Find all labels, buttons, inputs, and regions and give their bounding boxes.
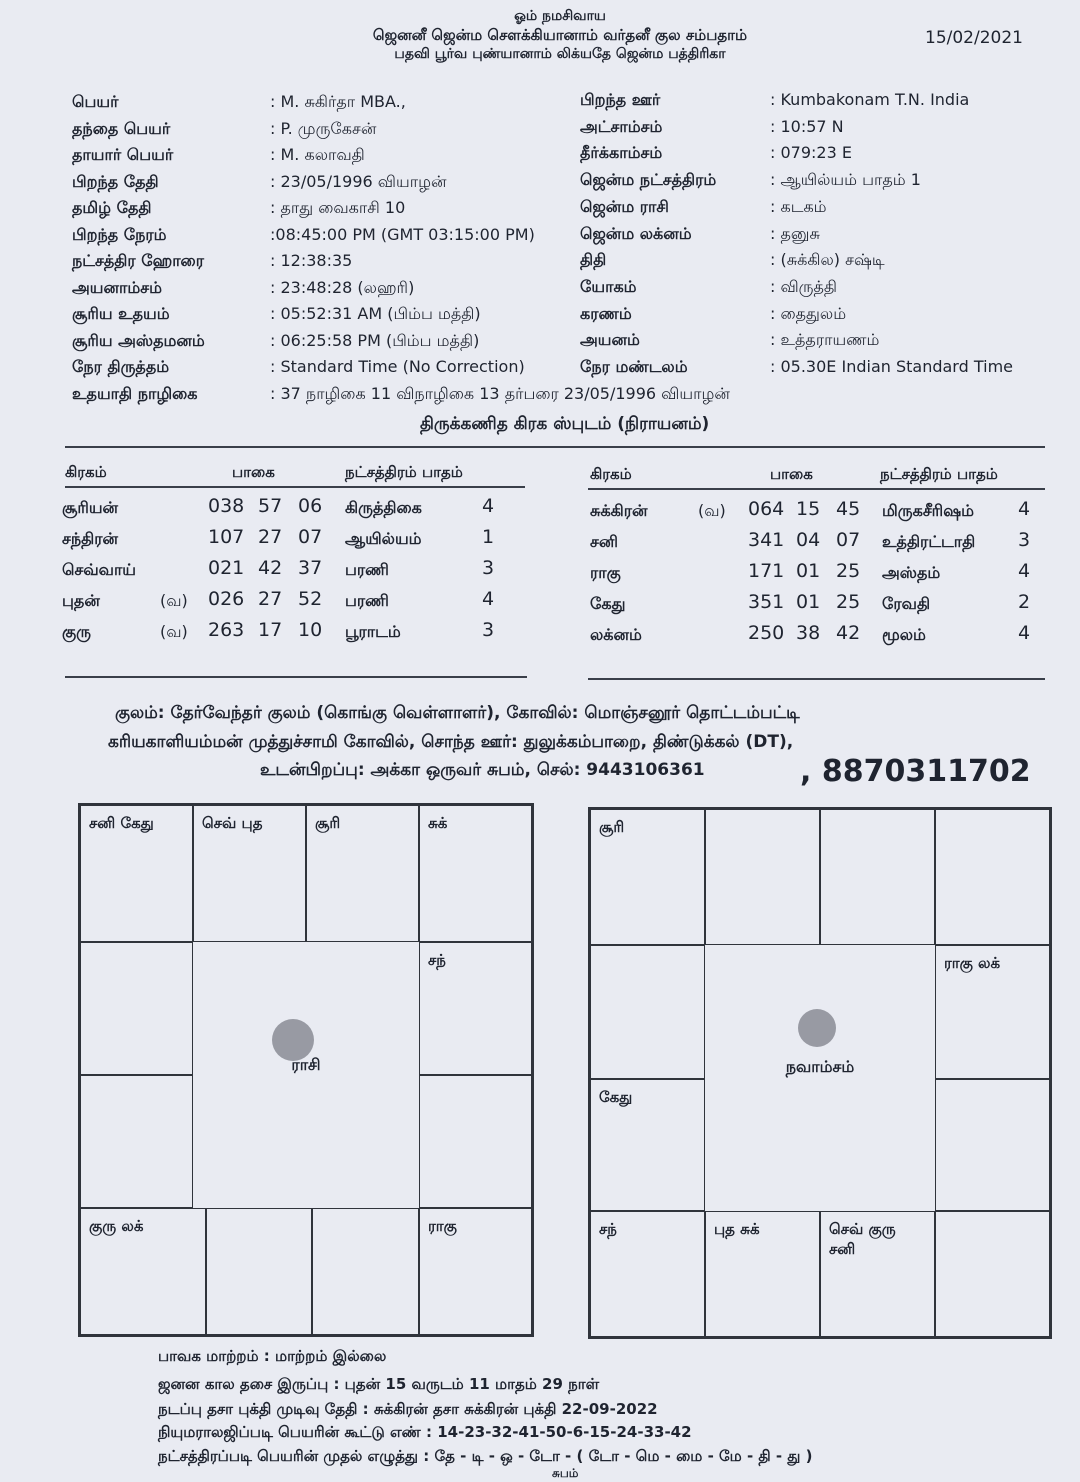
planet-deg: 026	[208, 588, 245, 610]
planet-retro: (வ)	[698, 501, 726, 520]
navamsa-house-8: ராகு லக்	[935, 945, 1050, 1079]
detail-value: : Standard Time (No Correction)	[270, 357, 525, 376]
footer-line-2: ஜனன கால தசை இருப்பு : புதன் 15 வருடம் 11 மாதம் 29 நாள்	[158, 1375, 600, 1393]
navamsa-house-12	[935, 1079, 1050, 1211]
planet-pada: 1	[482, 526, 495, 548]
rasi-house-1: சனி கேது	[80, 805, 193, 942]
planet-min: 42	[258, 557, 283, 579]
family-line-2: கரியகாளியம்மன் முத்துச்சாமி கோவில், சொந்த ஊர்: துலுக்கம்பாறை, திண்டுக்கல் (DT),	[108, 732, 794, 752]
detail-value: : கடகம்	[770, 196, 827, 216]
planet-nak: பரணி	[345, 560, 389, 579]
detail-value: : 23:48:28 (லஹரி)	[270, 277, 415, 297]
rasi-center-label: ராசி	[291, 1055, 321, 1074]
family-line-1: குலம்: தேர்வேந்தர் குலம் (கொங்கு வெள்ளாளர்), கோவில்: மொஞ்சனூர் தொட்டம்பட்டி	[115, 703, 800, 723]
planet-sec: 37	[298, 557, 323, 579]
navamsa-house-5	[590, 945, 705, 1079]
detail-label: அயனம்	[580, 330, 640, 350]
navamsa-house-9: கேது	[590, 1079, 705, 1211]
detail-value: : M. கலாவதி	[270, 145, 365, 164]
planet-sec: 45	[836, 498, 861, 520]
detail-value: : 06:25:58 PM (பிம்ப மத்தி)	[270, 330, 480, 350]
detail-label: பிறந்த தேதி	[72, 171, 159, 191]
rasi-house-5	[80, 942, 193, 1075]
detail-label: நட்சத்திர ஹோரை	[72, 251, 204, 270]
planet-pada: 3	[1018, 529, 1031, 551]
navamsa-house-16	[935, 1211, 1050, 1337]
planet-graha: சூரியன்	[62, 498, 119, 517]
planet-sec: 07	[836, 529, 861, 551]
planet-pada: 3	[482, 619, 495, 641]
detail-label: பிறந்த நேரம்	[72, 224, 167, 244]
document-date: 15/02/2021	[925, 28, 1023, 48]
rasi-house-14	[206, 1208, 312, 1335]
planet-pada: 4	[482, 588, 495, 610]
detail-value: : தாது வைகாசி 10	[270, 198, 406, 217]
planet-deg: 064	[748, 498, 785, 520]
planet-pada: 2	[1018, 591, 1031, 613]
detail-value: :08:45:00 PM (GMT 03:15:00 PM)	[270, 224, 535, 244]
turmeric-stamp-mark	[798, 1009, 836, 1047]
planet-sec: 52	[298, 588, 323, 610]
detail-label: சூரிய அஸ்தமனம்	[72, 330, 205, 350]
planets-right-head-nak: நட்சத்திரம் பாதம்	[880, 465, 998, 483]
detail-value: : 23/05/1996 வியாழன்	[270, 171, 447, 191]
planet-sec: 07	[298, 526, 323, 548]
planet-pada: 3	[482, 557, 495, 579]
detail-label: பிறந்த ஊர்	[580, 90, 661, 109]
detail-value: : M. சுகிர்தா MBA.,	[270, 92, 406, 111]
detail-label: ஜென்ம ராசி	[580, 196, 669, 216]
planet-graha: செவ்வாய்	[62, 560, 137, 579]
planet-min: 15	[796, 498, 821, 520]
planet-deg: 351	[748, 591, 785, 613]
family-line-3: உடன்பிறப்பு: அக்கா ஒருவர் சுபம், செல்: 9443106361	[260, 760, 705, 780]
planet-graha: குரு	[62, 622, 91, 641]
planet-min: 17	[258, 619, 283, 641]
planet-min: 27	[258, 526, 283, 548]
planet-graha: லக்னம்	[590, 625, 642, 644]
header-line-1: ஓம் நமசிவாய	[514, 8, 606, 24]
detail-label: திதி	[580, 250, 607, 270]
navamsa-house-4	[935, 809, 1050, 945]
planet-pada: 4	[1018, 498, 1031, 520]
rasi-house-8: சந்	[419, 942, 532, 1075]
footer-line-4: நியுமராலஜிப்படி பெயரின் கூட்டு எண் : 14-23-32-41-50-6-15-24-33-42	[158, 1423, 692, 1441]
detail-label: தமிழ் தேதி	[72, 198, 152, 217]
planet-sec: 06	[298, 495, 323, 517]
rasi-house-2: செவ் புத	[193, 805, 306, 942]
header-line-3: பதவி பூர்வ புண்யானாம் லிக்யதே ஜென்ம பத்திரிகா	[394, 46, 726, 62]
footer-line-6: சுபம்	[552, 1466, 579, 1480]
detail-value: : 05.30E Indian Standard Time	[770, 357, 1013, 376]
rasi-house-4: சுக்	[419, 805, 532, 942]
navamsa-house-15: செவ் குரு சனி	[820, 1211, 935, 1337]
rasi-house-15	[312, 1208, 419, 1335]
planet-min: 27	[258, 588, 283, 610]
planets-right-head-bhaga: பாகை	[770, 465, 813, 483]
planet-sec: 10	[298, 619, 323, 641]
detail-value: : 079:23 E	[770, 143, 852, 163]
detail-label: தாயார் பெயர்	[72, 145, 174, 164]
planet-pada: 4	[482, 495, 495, 517]
planet-deg: 263	[208, 619, 245, 641]
planet-min: 01	[796, 591, 821, 613]
planet-nak: ஆயில்யம்	[345, 529, 422, 548]
planet-nak: மிருகசீரிஷம்	[882, 501, 974, 520]
planet-retro: (வ)	[160, 622, 188, 641]
planet-pada: 4	[1018, 622, 1031, 644]
navamsa-house-14: புத சுக்	[705, 1211, 820, 1337]
detail-value: : P. முருகேசன்	[270, 118, 377, 138]
planet-nak: உத்திரட்டாதி	[882, 532, 976, 551]
planet-graha: சந்திரன்	[62, 529, 119, 548]
planet-min: 01	[796, 560, 821, 582]
planet-retro: (வ)	[160, 591, 188, 610]
footer-line-1: பாவக மாற்றம் : மாற்றம் இல்லை	[158, 1347, 387, 1365]
navamsa-chart	[588, 807, 1052, 1339]
rasi-house-13: குரு லக்	[80, 1208, 206, 1335]
planet-nak: பரணி	[345, 591, 389, 610]
planet-nak: அஸ்தம்	[882, 563, 941, 582]
detail-label: நேர மண்டலம்	[580, 357, 688, 376]
planet-nak: ரேவதி	[882, 594, 931, 613]
detail-value: : உத்தராயணம்	[770, 330, 880, 350]
planet-min: 38	[796, 622, 821, 644]
detail-label: கரணம்	[580, 303, 632, 323]
footer-line-5: நட்சத்திரப்படி பெயரின் முதல் எழுத்து : தே - டி - ஒ - டோ - ( டோ - மெ - மை - மே - தி - து )	[158, 1447, 813, 1465]
sphuta-title: திருக்கணித கிரக ஸ்புடம் (நிராயனம்)	[420, 414, 710, 434]
detail-value: : விருத்தி	[770, 276, 838, 296]
detail-value: : 37 நாழிகை 11 விநாழிகை 13 தர்பரை 23/05/1996 வியாழன்	[270, 383, 730, 403]
detail-value: : 05:52:31 AM (பிம்ப மத்தி)	[270, 304, 481, 323]
planet-deg: 038	[208, 495, 245, 517]
detail-value: : 10:57 N	[770, 116, 844, 136]
planet-min: 57	[258, 495, 283, 517]
planet-deg: 021	[208, 557, 245, 579]
detail-value: : (சுக்கில) சஷ்டி	[770, 250, 885, 270]
planet-graha: ராகு	[590, 563, 621, 582]
detail-label: அட்சாம்சம்	[580, 116, 663, 136]
planet-graha: சுக்கிரன்	[590, 501, 648, 520]
planet-graha: கேது	[590, 594, 626, 613]
planet-min: 04	[796, 529, 821, 551]
navamsa-house-3	[820, 809, 935, 945]
navamsa-house-1: சூரி	[590, 809, 705, 945]
planet-sec: 25	[836, 591, 861, 613]
detail-value: : தைதுலம்	[770, 303, 847, 323]
detail-value: : ஆயில்யம் பாதம் 1	[770, 170, 921, 190]
planet-deg: 107	[208, 526, 245, 548]
planet-sec: 25	[836, 560, 861, 582]
rasi-house-9	[80, 1075, 193, 1208]
detail-label: ஜென்ம லக்னம்	[580, 223, 692, 243]
planet-graha: புதன்	[62, 591, 100, 610]
planet-graha: சனி	[590, 532, 618, 551]
planets-left-head-nak: நட்சத்திரம் பாதம்	[345, 463, 463, 481]
detail-label: நேர திருத்தம்	[72, 357, 170, 376]
footer-line-3: நடப்பு தசா புக்தி முடிவு தேதி : சுக்கிரன் தசா சுக்கிரன் புக்தி 22-09-2022	[158, 1400, 658, 1418]
detail-label: உதயாதி நாழிகை	[72, 383, 198, 403]
detail-label: சூரிய உதயம்	[72, 304, 170, 323]
planet-nak: மூலம்	[882, 625, 926, 644]
navamsa-house-13: சந்	[590, 1211, 705, 1337]
planets-left-head-bhaga: பாகை	[232, 463, 275, 481]
planet-deg: 341	[748, 529, 785, 551]
planet-deg: 250	[748, 622, 785, 644]
planet-sec: 42	[836, 622, 861, 644]
rasi-house-3: சூரி	[306, 805, 419, 942]
detail-label: அயனாம்சம்	[72, 277, 162, 297]
navamsa-center-label: நவாம்சம்	[785, 1057, 855, 1076]
planet-nak: கிருத்திகை	[345, 498, 422, 517]
detail-label: யோகம்	[580, 276, 637, 296]
planets-right-head-graha: கிரகம்	[590, 465, 632, 483]
navamsa-house-2	[705, 809, 820, 945]
detail-value: : Kumbakonam T.N. India	[770, 90, 970, 109]
detail-label: தீர்க்காம்சம்	[580, 143, 663, 163]
rasi-house-12	[419, 1075, 532, 1208]
detail-value: : 12:38:35	[270, 251, 353, 270]
detail-value: : தனுசு	[770, 223, 820, 243]
rasi-chart	[78, 803, 534, 1337]
detail-label: பெயர்	[72, 92, 119, 111]
planets-left-head-graha: கிரகம்	[65, 463, 107, 481]
header-line-2: ஜெனனீ ஜென்ம சௌக்கியானாம் வர்தனீ குல சம்பதாம்	[372, 26, 748, 44]
planet-nak: பூராடம்	[345, 622, 401, 641]
detail-label: தந்தை பெயர்	[72, 118, 171, 138]
planet-pada: 4	[1018, 560, 1031, 582]
phone-number-2: , 8870311702	[800, 754, 1031, 789]
rasi-house-16: ராகு	[419, 1208, 532, 1335]
planet-deg: 171	[748, 560, 785, 582]
detail-label: ஜென்ம நட்சத்திரம்	[580, 170, 717, 190]
